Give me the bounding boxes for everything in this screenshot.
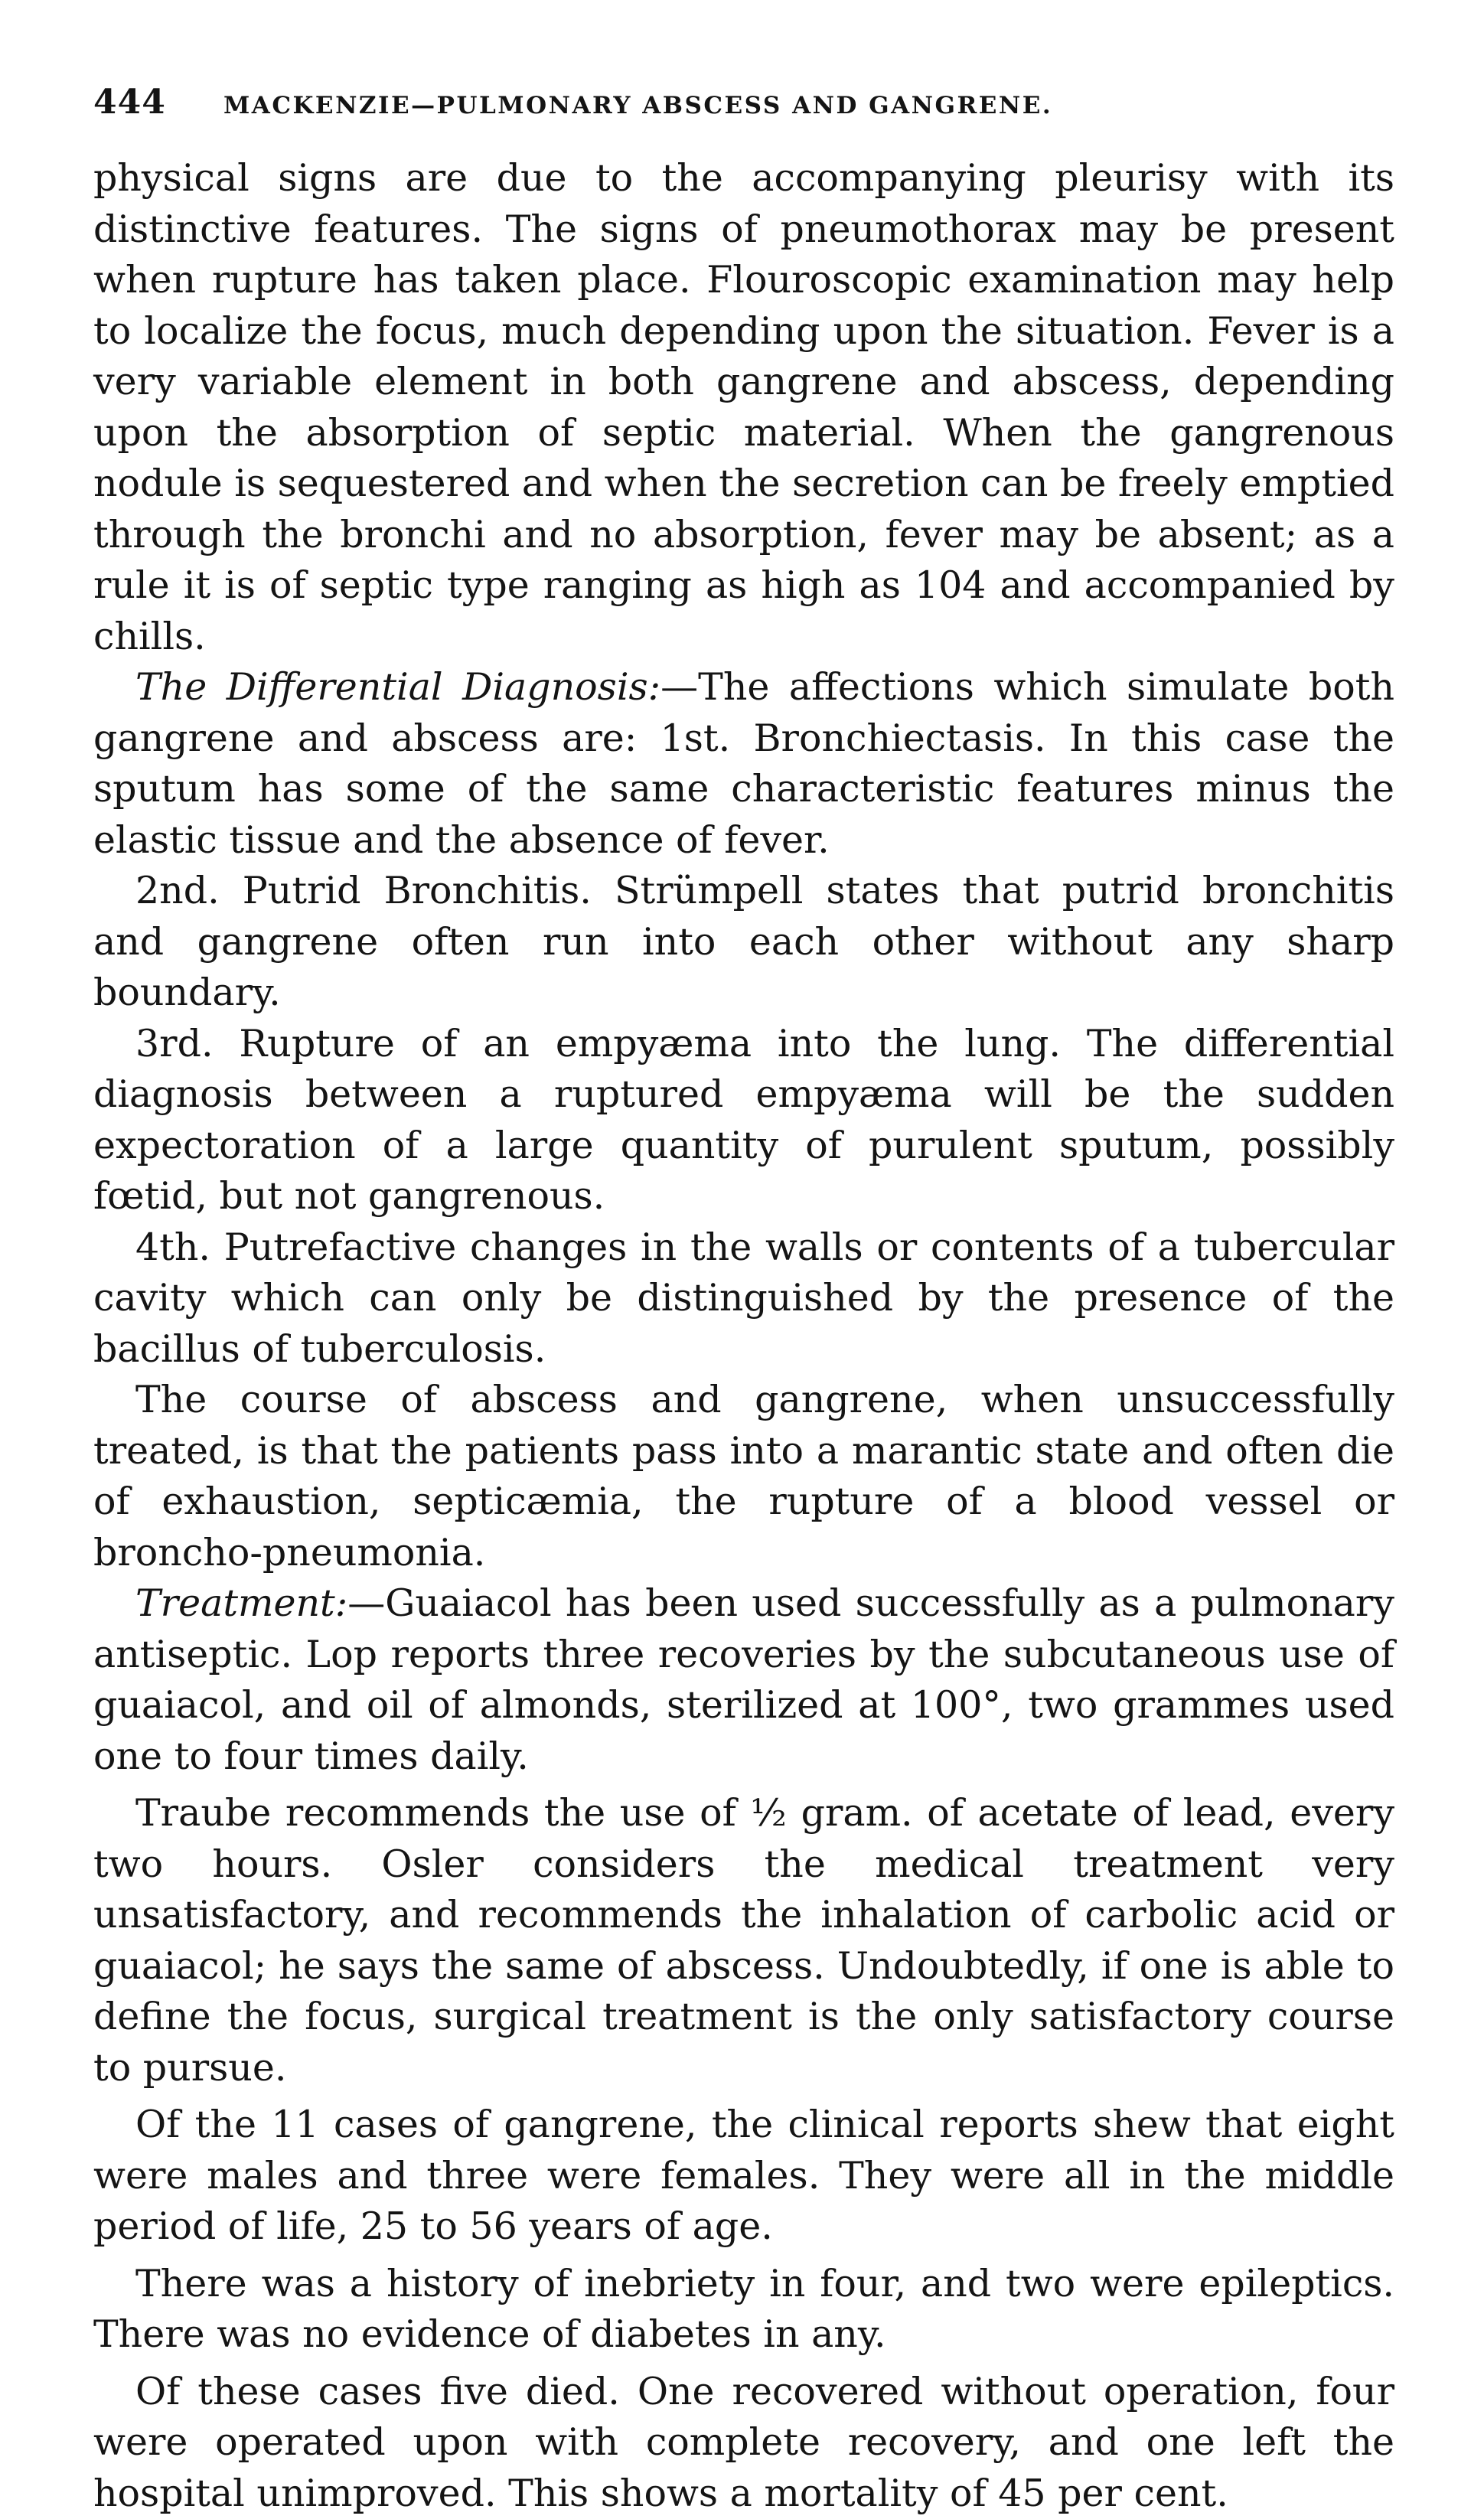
section-heading-differential-diagnosis: The Differential Diagnosis: (135, 665, 660, 709)
paragraph-text: 3rd. Rupture of an empyæma into the lung. The differential diagnosis between a ruptured empyæma will be the sudden expectoration of a large quantity of purulent sputum, possibly fœtid, but not gangrenous. (93, 1022, 1394, 1219)
paragraph-text: —The affections which simulate both gangrene and abscess are: 1st. Bronchiectasis. In this case the sputum has some of the same characteristic features minus the elastic tissue and the absence of fever. (93, 665, 1394, 862)
paragraph-mortality (93, 2367, 1394, 2519)
page-header (93, 83, 1394, 136)
page-number: 444 (93, 83, 166, 122)
paragraph-text: physical signs are due to the accompanying pleurisy with its distinctive features. The signs of pneumothorax may be present when rupture has taken place. Flouroscopic examination may help to localize the focus, much depending upon the situation. Fever is a very variable element in both gangrene and abscess, depending upon the absorption of septic material. When the gangrenous nodule is sequestered and when the secretion can be freely emptied through the bronchi and no absorption, fever may be absent; as a rule it is of septic type ranging as high as 104 and accompanied by chills. (93, 156, 1394, 658)
running-head: MACKENZIE—PULMONARY ABSCESS AND GANGRENE. (223, 92, 1052, 119)
paragraph-course (93, 1375, 1394, 1578)
section-heading-treatment: Treatment: (135, 1581, 347, 1625)
paragraph-text: Of the 11 cases of gangrene, the clinical reports shew that eight were males and three were females. They were all in the middle period of life, 25 to 56 years of age. (93, 2103, 1394, 2248)
paragraph-text: 4th. Putrefactive changes in the walls or contents of a tubercular cavity which can only be distinguished by the presence of the bacillus of tuberculosis. (93, 1225, 1394, 1371)
paragraph-text: Traube recommends the use of ½ gram. of acetate of lead, every two hours. Osler considers the medical treatment very unsatisfactory, and recommends the inhalation of carbolic acid or guaiacol; he says the same of abscess. Undoubtedly, if one is able to define the focus, surgical treatment is the only satisfactory course to pursue. (93, 1791, 1394, 2090)
body-text (93, 153, 1394, 2519)
paragraph-text: —Guaiacol has been used successfully as a pulmonary antiseptic. Lop reports three recoveries by the subcutaneous use of guaiacol, and oil of almonds, sterilized at 100°, two grammes used one to four times daily. (93, 1581, 1394, 1778)
paragraph-history-inebriety (93, 2259, 1394, 2361)
paragraph-text: Of these cases five died. One recovered without operation, four were operated upon with complete recovery, and one left the hospital unimproved. This shows a mortality of 45 per cent. (93, 2370, 1394, 2515)
paragraph-differential-diagnosis (93, 662, 1394, 866)
paragraph-putrefactive-changes (93, 1222, 1394, 1375)
paragraph-treatment (93, 1578, 1394, 1782)
paragraph-putrid-bronchitis (93, 866, 1394, 1019)
paragraph-cases-gangrene (93, 2100, 1394, 2253)
paragraph-traube (93, 1788, 1394, 2093)
paragraph-text: There was a history of inebriety in four, and two were epileptics. There was no evidence of diabetes in any. (93, 2262, 1394, 2357)
paragraph-text: The course of abscess and gangrene, when unsuccessfully treated, is that the patients pass into a marantic state and often die of exhaustion, septicæmia, the rupture of a blood vessel or broncho-pneumonia. (93, 1378, 1394, 1574)
paragraph-rupture-empyaema (93, 1019, 1394, 1222)
paragraph-physical-signs (93, 153, 1394, 662)
paragraph-text: 2nd. Putrid Bronchitis. Strümpell states that putrid bronchitis and gangrene often run into each other without any sharp boundary. (93, 869, 1394, 1014)
